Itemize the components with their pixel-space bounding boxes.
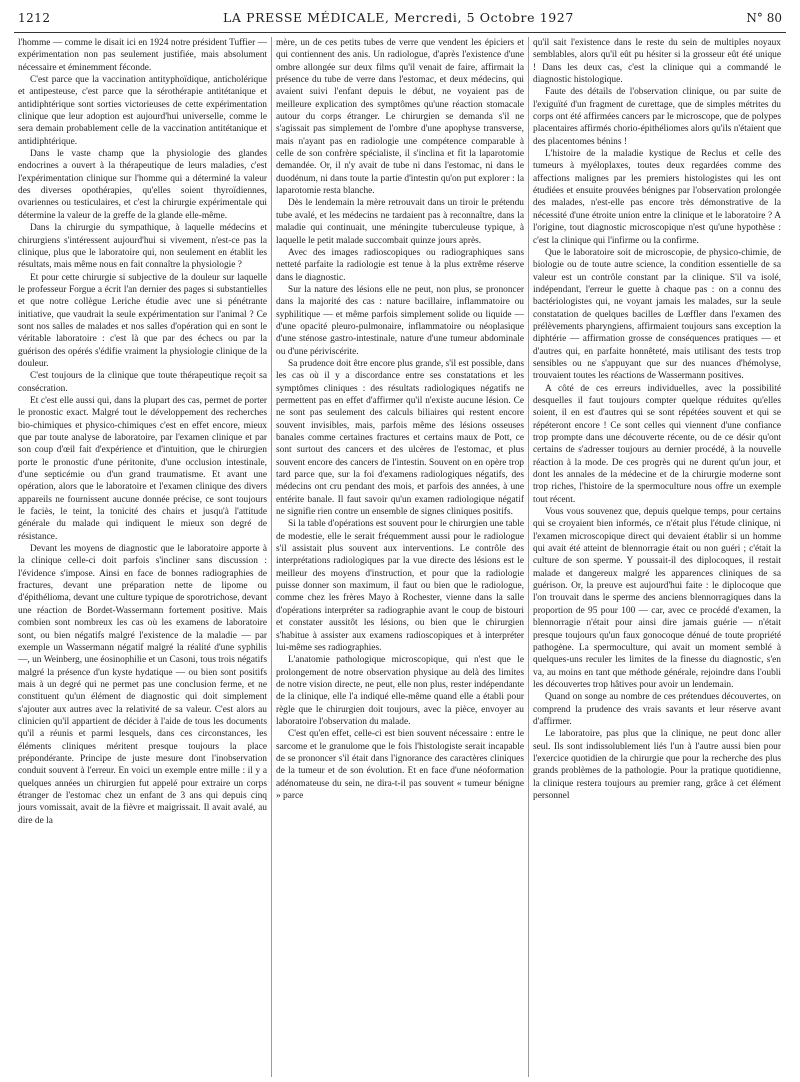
paragraph: Avec des images radioscopiques ou radiographiques sans netteté parfaite la radiologie est tenue à la plus extrême réserve dans le diagnostic. (276, 247, 524, 283)
paragraph: Devant les moyens de diagnostic que le laboratoire apporte à la clinique celle-ci doit parfois s'incliner sans discussion : l'évidence s'impose. Ainsi en face de bonnes radiographies de fractures, devant une préparation nette de lipome ou d'épithélioma, devant une culture typique de sporotrichose, devant une réaction de Bordet-Wassermann fortement positive. Mais combien sont nombreux les cas où les examens de laboratoire sont, ou bien négatifs malgré l'existence de la maladie — par exemple un Wassermann négatif malgré la réalité d'une syphilis —, un Weinberg, une éosinophilie et un Casoni, tous trois négatifs malgré la présence d'un kyste hydatique — ou bien sont positifs mais à un degré qui ne permet pas une conclusion ferme, et ne constituent qu'un élément de diagnostic qui doit simplement s'ajouter aux autres avec la relativité de sa valeur. C'est alors au clinicien qu'il appartient de décider à l'aide de tous les documents qu'il a réunis et parmi lesquels, dans ces circonstances, les éléments cliniques méritent presque toujours la place prépondérante. Principe de juste mesure dont l'inobservation conduit souvent à l'erreur. En voici un exemple entre mille : il y a quelques années un chirurgien fut appelé pour extraire un corps étranger de l'estomac chez un enfant de 3 ans qui depuis cinq jours vomissait, avait de la fièvre et maigrissait. Il avait avalé, au dire de la (18, 544, 267, 826)
paragraph: L'anatomie pathologique microscopique, qui n'est que le prolongement de notre observation physique au delà des limites de notre vision directe, ne peut, elle non plus, rester indépendante de la clinique, elle l'a indiqué elle-même quand elle a établi pour règle que le chirurgien doit toujours, avec la pièce, envoyer au laboratoire l'observation du malade. (276, 655, 524, 727)
paragraph: Et pour cette chirurgie si subjective de la douleur sur laquelle le professeur Forgue a écrit l'an dernier des pages si substantielles et que notre collègue Leriche étudie avec une si pénétrante initiative, que vaudrait la seule expérimentation sur l'animal ? Ce sont nos salles de malades et nos salles d'opération qui en sont le véritable laboratoire : c'est là que par des échecs ou par la guérison des opérés s'édifie vraiment la physiologie clinique de la douleur. (18, 272, 267, 369)
masthead (223, 10, 574, 25)
text-column-2 (271, 37, 528, 1077)
paragraph: Sur la nature des lésions elle ne peut, non plus, se prononcer dans la majorité des cas : nature bacillaire, inflammatoire ou syphilitique — et même parfois simplement solide ou liquide — d'une opacité pleuro-pulmonaire, inflammatoire ou néoplasique d'une sténose gastro-intestinale, nature d'une tumeur abdominale ou d'une périviscérite. (276, 284, 524, 357)
issue-date: Mercredi, 5 Octobre 1927 (394, 10, 574, 25)
paragraph: mère, un de ces petits tubes de verre que vendent les épiciers et qui contiennent des anis. Un radiologue, d'après l'existence d'une ombre allongée sur deux films qu'il venait de faire, affirmait la présence du tube de verre dans l'estomac, et deux médecins, qui avaient suivi l'enfant depuis le début, ne voyaient pas de meilleure explication des symptômes qu'une réaction stomacale autour du corps étranger. Le chirurgien se demanda s'il ne s'agissait pas simplement de l'ombre d'une apophyse transverse, mais n'ayant pas en radiologie une compétence comparable à celle de son confrère spécialiste, il s'inclina et fit la laparotomie demandée. Or, il n'y avait de tube ni dans l'estomac, ni dans le duodénum, ni dans toute la partie d'intestin qu'on put explorer : la laparotomie resta blanche. (276, 38, 524, 197)
paragraph: Dans le vaste champ que la physiologie des glandes endocrines a ouvert à la thérapeutique de leurs maladies, c'est l'expérimentation clinique sur l'homme qui a déterminé la valeur des diverses opothérapies, qu'elles soient thyroïdiennes, ovariennes ou testiculaires, et c'est la chirurgie expérimentale qui détermine la valeur de la greffe de la glande elle-même. (18, 149, 267, 221)
paragraph: Le laboratoire, pas plus que la clinique, ne peut donc aller seul. Ils sont indissolublement liés l'un à l'autre aussi bien pour l'exercice quotidien de la chirurgie que pour la recherche des plus grands problèmes de la pathologie. Pour la pratique quotidienne, la clinique restera toujours au premier rang, grâce à cet élément personnel (533, 729, 781, 801)
text-column-1 (14, 37, 271, 1077)
page-number: 1212 (18, 11, 51, 25)
paragraph: A côté de ces erreurs individuelles, avec la possibilité desquelles il faut toujours compter quelque réduites qu'elles soient, il en est d'autres qui se sont répétées souvent et qui se répéteront encore ! Ce sont celles qui viennent d'une confiance trop prompte dans une découverte récente, ou de ce désir qu'ont certains de s'adresser toujours au dernier procédé, à la nouvelle réaction à la mode. De ces progrès qui ne durent qu'un jour, et dont les annales de la médecine et de la chirurgie moderne sont trop riches, l'histoire de la spermoculture nous offre un exemple tout récent. (533, 383, 781, 505)
issue-number: N° 80 (746, 11, 782, 25)
paragraph: Faute des détails de l'observation clinique, ou par suite de l'exiguïté d'un fragment de curettage, que de simples métrites du corps ont été affirmées cancers par le microscope, que de polypes placentaires affirmés chorio-épithéliomes alors qu'ils n'étaient que des placentomes bénins ! (533, 87, 781, 147)
paragraph: Et c'est elle aussi qui, dans la plupart des cas, permet de porter le pronostic exact. Malgré tout le développement des recherches bio-chimiques et physico-chimiques c'est en effet encore, mieux que par toute analyse de laboratoire, par l'examen clinique et par son coup d'œil fait d'expérience et d'intuition, que le chirurgien porte le pronostic d'une péritonite, d'une occlusion intestinale, d'une septicémie ou d'un grand traumatisme. Et avant une opération, alors que le laboratoire et l'examen clinique des divers appareils ne fournissent aucune donnée précise, ce sont toujours le faciès, le teint, la tonicité des chairs et jusqu'à l'attitude générale du malade qui indiquent le mieux son degré de résistance. (18, 395, 267, 542)
text-column-3 (528, 37, 785, 1077)
paragraph: Dès le lendemain la mère retrouvait dans un tiroir le prétendu tube avalé, et les médecins ne tardaient pas à reconnaître, dans la maladie qui continuait, une méningite tuberculeuse typique, à laquelle le petit malade succombait quinze jours après. (276, 198, 524, 246)
paragraph: qu'il sait l'existence dans le reste du sein de multiples noyaux semblables, alors qu'il eût pu hésiter si la grosseur eût été unique ! Dans les deux cas, c'est la clinique qui a commandé le diagnostic histologique. (533, 38, 781, 86)
paragraph: Que le laboratoire soit de microscopie, de physico-chimie, de biologie ou de toute autre science, la condition essentielle de sa valeur est un contrôle constant par la clinique. S'il va isolé, indépendant, l'erreur le guette à chaque pas : on a connu des bactériologistes qui, ne voyant jamais les malades, sur la seule constatation de quelques bacilles de Lœffler dans l'examen des prélèvements pharyngiens, affirmaient toujours sans exception la diphtérie — affirmation grosse de conséquences pratiques — et d'autres qui, en parfaite honnêteté, mais utilisant des tests trop sensibles ou ne s'appuyant que sur des nuances d'hémolyse, trouvaient toutes les réactions de Wassermann positives. (533, 247, 781, 382)
paragraph: Si la table d'opérations est souvent pour le chirurgien une table de modestie, elle le serait fréquemment aussi pour le radiologue s'il assistait plus souvent aux interventions. Le contrôle des interprétations radiologiques par la vue directe des lésions est le meilleur des moyens d'instruction, et pour que la radiologie puisse donner son maximum, il faut ou bien que le radiologue, comme chez les frères Mayo à Rochester, vienne dans la salle d'opérations interpréter sa radiographie avant le coup de bistouri et constater aussitôt les lésions, ou bien que le chirurgien s'habitue à assister aux examens radioscopiques et à interpréter lui-même ses radiographies. (276, 519, 524, 653)
paragraph: l'homme — comme le disait ici en 1924 notre président Tuffier — expérimentation non pas seulement justifiée, mais absolument nécessaire et éminemment féconde. (18, 38, 267, 73)
paragraph: C'est qu'en effet, celle-ci est bien souvent nécessaire : entre le sarcome et le granulome que le fois l'histologiste serait incapable de se prononcer s'il était dans l'ignorance des caractères cliniques de la tumeur et de son évolution. Et en face d'une néoformation adénomateuse du sein, ne dira-t-il pas souvent « tumeur bénigne » parce (276, 729, 524, 801)
paragraph: L'histoire de la maladie kystique de Reclus et celle des tumeurs à myéloplaxes, toutes deux regardées comme des affections malignes par les premiers histologistes qui les ont étudiées et ensuite prouvées bénignes par l'observation prolongée des malades, n'est-elle pas encore très démonstrative de la nécessité d'une étroite union entre la clinique et le laboratoire ? A l'origine, tout diagnostic microscopique n'est qu'une hypothèse : c'est la clinique qui l'infirme ou la confirme. (533, 149, 781, 246)
article-body (14, 37, 786, 1077)
paragraph: Quand on songe au nombre de ces prétendues découvertes, on comprend la prudence des vrais savants et leur réserve avant d'affirmer. (533, 692, 781, 727)
header-rule (14, 32, 786, 33)
paragraph: C'est parce que la vaccination antityphoïdique, anticholérique et antipesteuse, c'est parce que la sérothérapie antitétanique et antidiphtérique sont sorties victorieuses de cette expérimentation clinique que leur adoption est aujourd'hui universelle, comme le sera demain probablement celle de la vaccination antitétanique et antidiphtérique. (18, 75, 267, 147)
publication-name: LA PRESSE MÉDICALE, (223, 10, 390, 25)
paragraph: Vous vous souvenez que, depuis quelque temps, pour certains qui se croyaient bien informés, ce n'était plus l'étude clinique, ni l'examen microscopique direct qui devaient établir si un homme qui avait été atteint de blennorragie était ou non guéri ; c'était la culture de son sperme. Y poussait-il des diplocoques, il restait malade et dangereux malgré les apparences cliniques de sa guérison. Or, la preuve est aujourd'hui faite : le diplocoque que l'on trouvait dans le sperme des anciens blennorragiques dans la proportion de 95 pour 100 — car, avec ce procédé d'examen, la blennorragie n'était pour ainsi dire jamais guérie — n'était presque toujours qu'un faux gonocoque dénué de toute propriété pathogène. La spermoculture, qui avait un moment semblé à quelques-uns reculer les limites de la finesse du diagnostic, s'en va, au moins en tant que méthode générale, rejoindre dans l'oubli les découvertes trop hâtives pour avoir un lendemain. (533, 507, 781, 690)
page-header (14, 10, 786, 32)
paragraph: C'est toujours de la clinique que toute thérapeutique reçoit sa consécration. (18, 371, 267, 394)
paragraph: Sa prudence doit être encore plus grande, s'il est possible, dans les cas où il y a discordance entre ses constatations et les symptômes cliniques : des résultats radiologiques négatifs ne permettent pas en effet d'affirmer qu'il n'existe aucune lésion. Ce ne sont pas seulement des calculs biliaires qui restent encore souvent invisibles, mais, parfois même des lésions osseuses banales comme certaines fractures et certains maux de Pott, ce sont surtout des cancers et des ulcères de l'estomac, et plus souvent encore des cancers de l'intestin. Souvent on en opère trop tard parce que, sur la foi d'examens radiologiques négatifs, des médecins ont cru pendant des mois, et parfois des années, à une entérite banale. Il faut savoir qu'un examen radiologique négatif ne signifie rien contre un ensemble de signes cliniques positifs. (276, 358, 524, 518)
paragraph: Dans la chirurgie du sympathique, à laquelle médecins et chirurgiens s'intéressent aujourd'hui si vivement, n'est-ce pas la clinique, plus que le laboratoire qui, non seulement en établit les résultats, mais même nous en fait connaître la physiologie ? (18, 223, 267, 271)
